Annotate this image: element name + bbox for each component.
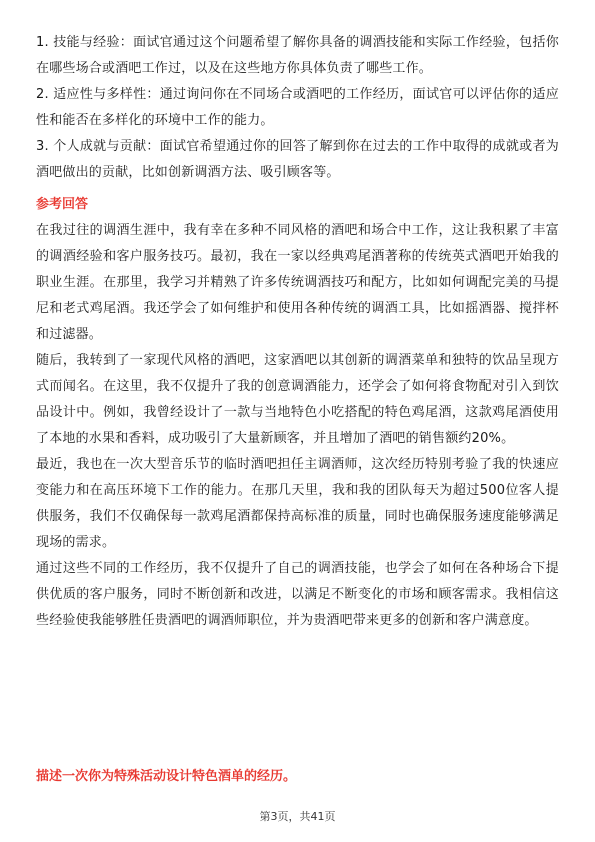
answer-paragraph: 通过这些不同的工作经历，我不仅提升了自己的调酒技能，也学会了如何在各种场合下提供优质的客户服务，同时不断创新和改进，以满足不断变化的市场和顾客需求。我相信这些经验使我能够胜任贵酒吧的调酒师职位，并为贵酒吧带来更多的创新和客户满意度。: [36, 561, 559, 628]
answer-paragraph: 最近，我也在一次大型音乐节的临时酒吧担任主调酒师，这次经历特别考验了我的快速应变能力和在高压环境下工作的能力。在那几天里，我和我的团队每天为超过500位客人提供服务，我们不仅确保每一款鸡尾酒都保持高标准的质量，同时也确保服务速度能够满足现场的需求。: [36, 457, 559, 550]
point-adaptability: 2. 适应性与多样性：通过询问你在不同场合或酒吧的工作经历，面试官可以评估你的适应性和能否在多样化的环境中工作的能力。: [36, 87, 559, 128]
page-number-footer: 第3页，共41页: [259, 810, 336, 823]
answer-heading: 参考回答: [36, 197, 89, 212]
point-achievements: 3. 个人成就与贡献：面试官希望通过你的回答了解到你在过去的工作中取得的成就或者为酒吧做出的贡献，比如创新调酒方法、吸引顾客等。: [36, 139, 559, 180]
document-body: [36, 30, 559, 634]
answer-paragraph: 在我过往的调酒生涯中，我有幸在多种不同风格的酒吧和场合中工作，这让我积累了丰富的调酒经验和客户服务技巧。最初，我在一家以经典鸡尾酒著称的传统英式酒吧开始我的职业生涯。在那里，我学习并精熟了许多传统调酒技巧和配方，比如如何调配完美的马提尼和老式鸡尾酒。我还学会了如何维护和使用各种传统的调酒工具，比如摇酒器、搅拌杯和过滤器。: [36, 223, 559, 342]
answer-paragraph: 随后，我转到了一家现代风格的酒吧，这家酒吧以其创新的调酒菜单和独特的饮品呈现方式而闻名。在这里，我不仅提升了我的创意调酒能力，还学会了如何将食物配对引入到饮品设计中。例如，我曾经设计了一款与当地特色小吃搭配的特色鸡尾酒，这款鸡尾酒使用了本地的水果和香料，成功吸引了大量新顾客，并且增加了酒吧的销售额约20%。: [36, 353, 559, 446]
point-skills-experience: 1. 技能与经验：面试官通过这个问题希望了解你具备的调酒技能和实际工作经验，包括你在哪些场合或酒吧工作过，以及在这些地方你具体负责了哪些工作。: [36, 35, 559, 76]
next-question-heading: 描述一次你为特殊活动设计特色酒单的经历。: [36, 769, 297, 784]
